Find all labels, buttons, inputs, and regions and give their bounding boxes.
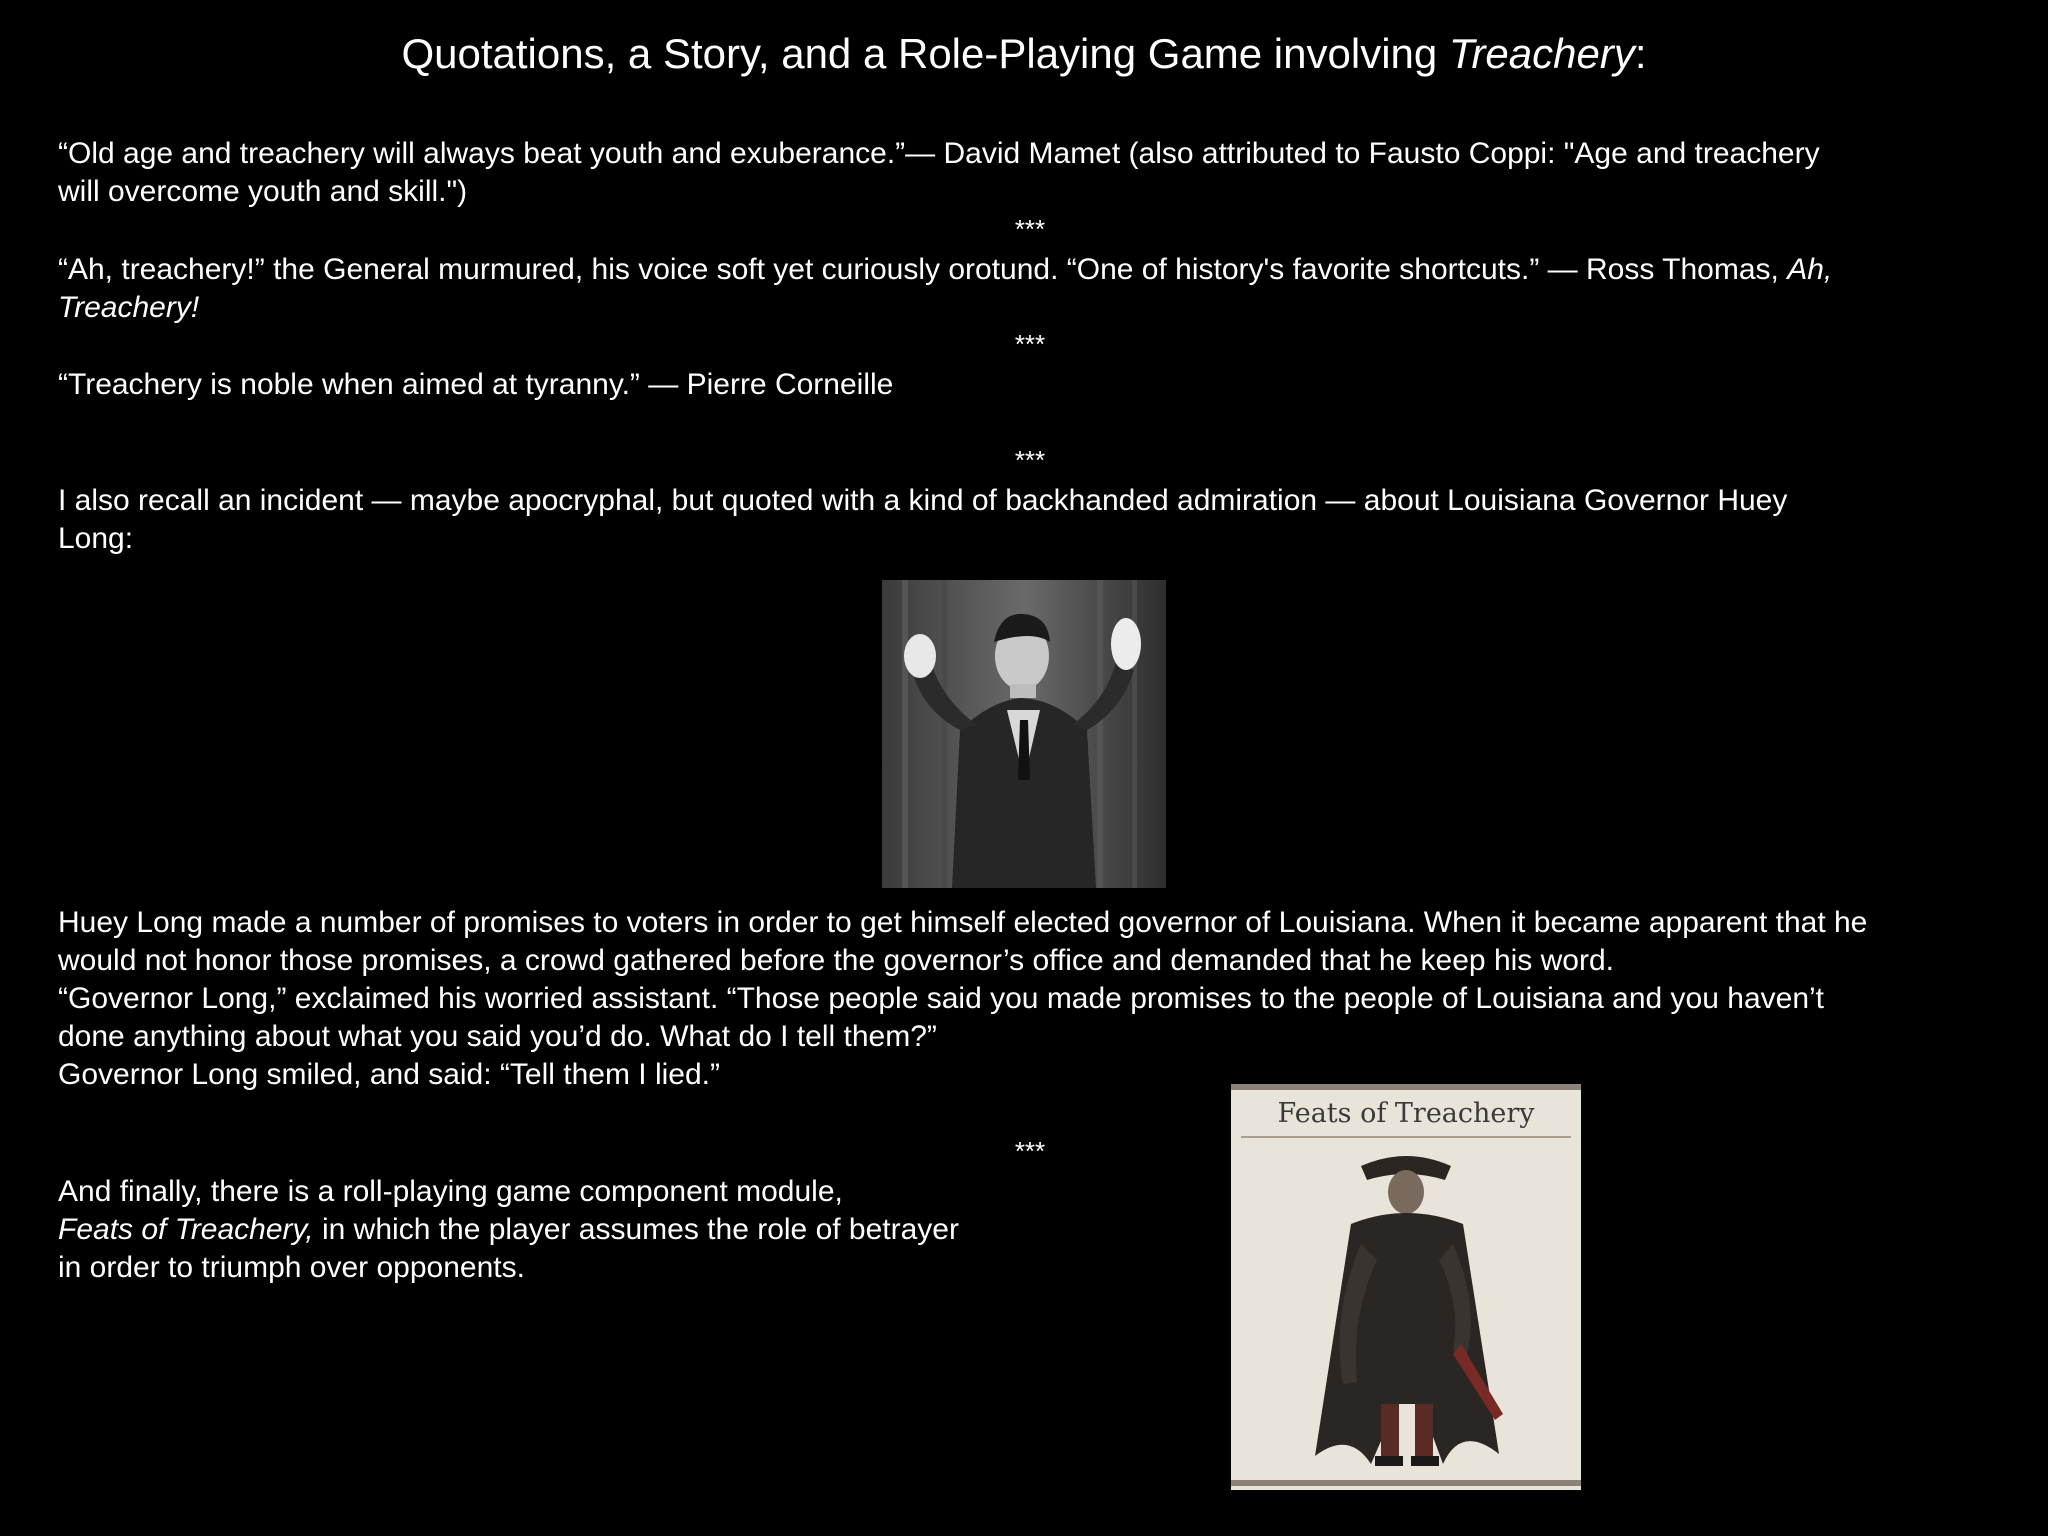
game-line1: And finally, there is a roll-playing game component module,	[58, 1175, 843, 1208]
story-line2: would not honor those promises, a crowd gathered before the governor’s office and demanded that he keep his word.	[58, 944, 1614, 977]
title-colon: :	[1634, 30, 1647, 77]
separator-1: ***	[1014, 214, 1046, 244]
quote-thomas-book-line2: Treachery!	[58, 291, 200, 324]
quote-thomas	[58, 251, 2008, 327]
title-main: Quotations, a Story, and a Role-Playing Game involving	[401, 30, 1449, 77]
quote-corneille: “Treachery is noble when aimed at tyranny.” — Pierre Corneille	[58, 368, 894, 401]
separator-4: ***	[1014, 1136, 1046, 1166]
cover-figure-art	[1231, 1084, 1581, 1490]
separator-3: ***	[1014, 445, 1046, 475]
title-emphasis: Treachery	[1448, 30, 1635, 77]
quote-mamet	[58, 135, 2008, 211]
story-line4: done anything about what you said you’d do. What do I tell them?”	[58, 1020, 937, 1053]
feats-of-treachery-cover	[1231, 1084, 1581, 1490]
story	[58, 904, 2008, 1094]
game-line2	[58, 1211, 1058, 1249]
game-description	[58, 1173, 1058, 1287]
huey-long-photo-art	[882, 580, 1166, 888]
incident-line2: Long:	[58, 522, 134, 555]
game-title: Feats of Treachery,	[58, 1213, 314, 1246]
quote-thomas-line1	[58, 251, 2008, 289]
quote-thomas-line2	[58, 289, 2008, 327]
quote-thomas-text: “Ah, treachery!” the General murmured, his voice soft yet curiously orotund. “One of history's favorite shortcuts.” — Ross Thomas,	[58, 253, 1788, 286]
story-line3: “Governor Long,” exclaimed his worried assistant. “Those people said you made promises to the people of Louisiana and you haven’t	[58, 982, 1825, 1015]
game-line3: in order to triumph over opponents.	[58, 1251, 525, 1284]
quote-mamet-line2: will overcome youth and skill.")	[58, 175, 468, 208]
story-line5: Governor Long smiled, and said: “Tell them I lied.”	[58, 1058, 720, 1091]
quote-mamet-line1: “Old age and treachery will always beat youth and exuberance.”— David Mamet (also attributed to Fausto Coppi: "Age and treachery	[58, 137, 1820, 170]
huey-long-photo	[882, 580, 1166, 888]
quote-thomas-book-line1: Ah,	[1787, 253, 1833, 286]
incident-line1: I also recall an incident — maybe apocryphal, but quoted with a kind of backhanded admiration — about Louisiana Governor Huey	[58, 484, 1788, 517]
page-title	[0, 28, 2048, 80]
story-line1: Huey Long made a number of promises to voters in order to get himself elected governor of Louisiana. When it became apparent that he	[58, 906, 1868, 939]
incident-intro	[58, 482, 2008, 558]
game-line2-rest: in which the player assumes the role of betrayer	[313, 1213, 959, 1246]
cover-title: Feats of Treachery	[1277, 1098, 1535, 1129]
separator-2: ***	[1014, 329, 1046, 359]
